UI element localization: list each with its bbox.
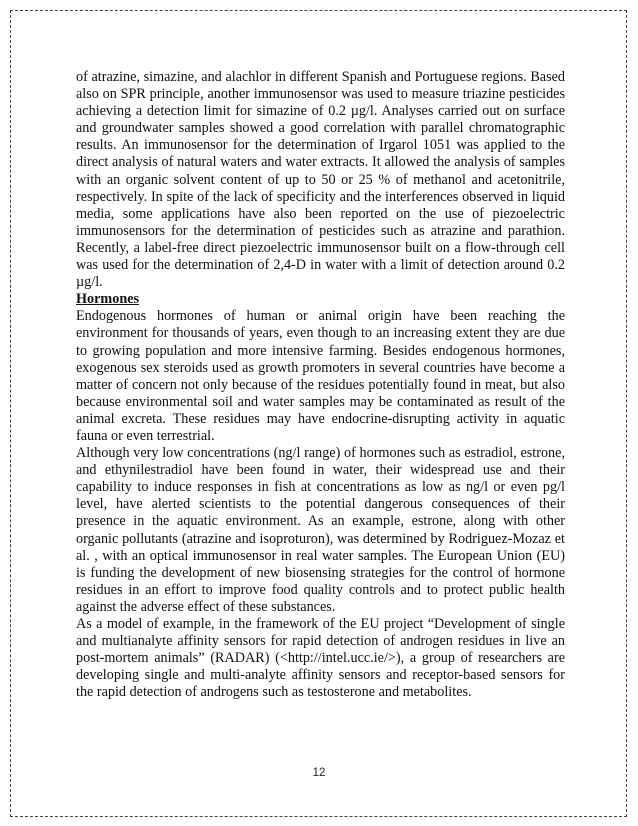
paragraph-endogenous-hormones: Endogenous hormones of human or animal origin have been reaching the environment for thousands of years, even though to an increasing extent they are due to growing population and more intensive farming. Besides endogenous hormones, exogenous sex steroids used as growth promoters in several countries have become a matter of concern not only because of the residues potentially found in meat, but also because environmental soil and water samples may be contaminated as result of the animal excreta. These residues may have endocrine-disrupting activity in aquatic fauna or even terrestrial. xyxy=(76,308,565,444)
document-body xyxy=(76,69,565,701)
section-heading-hormones: Hormones xyxy=(76,291,140,308)
paragraph-pesticides: of atrazine, simazine, and alachlor in different Spanish and Portuguese regions. Based also on SPR principle, another immunosensor was used to measure triazine pesticides achieving a detection limit for simazine of 0.2 µg/l. Analyses carried out on surface and groundwater samples showed a good correlation with parallel chromatographic results. An immunosensor for the determination of Irgarol 1051 was applied to the direct analysis of natural waters and water extracts. It allowed the analysis of samples with an organic solvent content of up to 50 or 25 % of methanol and acetonitrile, respectively. In spite of the lack of specificity and the interferences observed in liquid media, some applications have also been reported on the use of piezoelectric immunosensors for the determination of pesticides such as atrazine and parathion. Recently, a label-free direct piezoelectric immunosensor built on a flow-through cell was used for the determination of 2,4-D in water with a limit of detection around 0.2 µg/l. xyxy=(76,69,565,291)
page-number: 12 xyxy=(312,767,326,779)
paragraph-low-concentrations: Although very low concentrations (ng/l range) of hormones such as estradiol, estrone, and ethynilestradiol have been found in water, their widespread use and their capability to induce responses in fish at concentrations as low as ng/l or even pg/l level, have alerted scientists to the potential dangerous consequences of their presence in the aquatic environment. As an example, estrone, along with other organic pollutants (atrazine and isoproturon), was determined by Rodriguez-Mozaz et al. , with an optical immunosensor in real water samples. The European Union (EU) is funding the development of new biosensing strategies for the control of hormone residues in an effort to improve food quality controls and to protect public health against the adverse effect of these substances. xyxy=(76,445,565,615)
paragraph-eu-project: As a model of example, in the framework of the EU project “Development of single and multianalyte affinity sensors for rapid detection of androgen residues in live an post-mortem animals” (RADAR) (<http://intel.ucc.ie/>), a group of researchers are developing single and multi-analyte affinity sensors and receptor-based sensors for the rapid detection of androgens such as testosterone and metabolites. xyxy=(76,616,565,701)
